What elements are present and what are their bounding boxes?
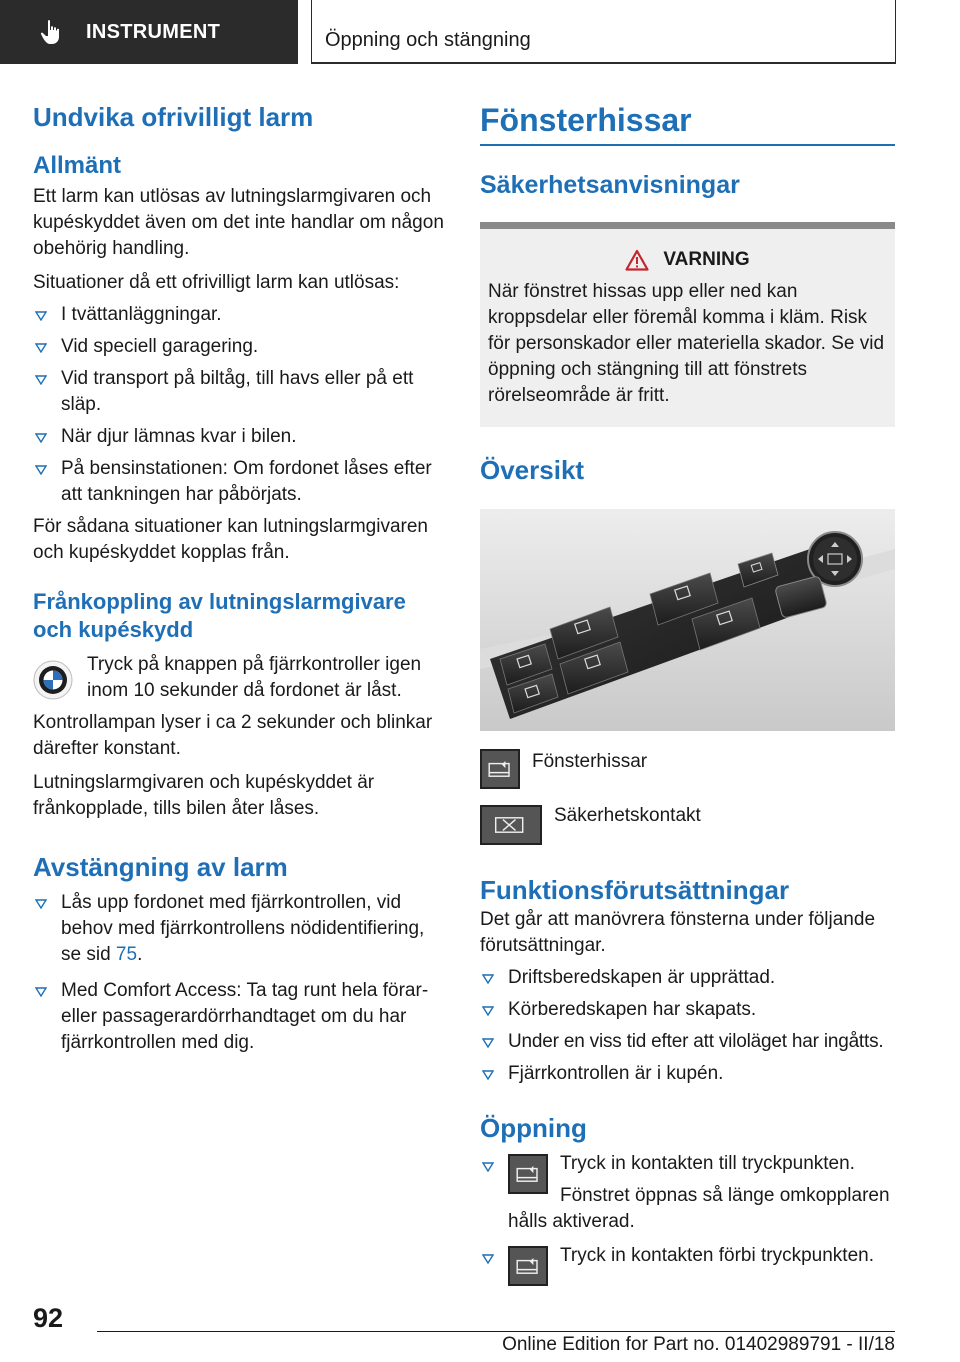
warning-title: VARNING — [488, 249, 887, 271]
triangle-bullet-icon — [482, 1162, 494, 1172]
triangle-bullet-icon — [482, 1006, 494, 1016]
triangle-bullet-icon — [482, 974, 494, 984]
paragraph: Kontrollampan lyser i ca 2 sekunder och blinkar därefter konstant. — [33, 712, 433, 759]
paragraph: Lutningslarmgivaren och kupéskyddet är frånkopplade, tills bilen åter låses. — [33, 772, 375, 819]
remote-instruction: Tryck på knappen på fjärrkontroller igen inom 10 sekunder då fordonet är låst. — [33, 652, 448, 704]
legend-safety-switch: Säkerhetskontakt — [480, 805, 895, 845]
list-item: På bensinstationen: Om fordonet låses efter att tankningen har påbörjats. — [33, 456, 448, 508]
chapter-heading: Fönsterhissar — [480, 100, 895, 146]
list-item: När djur lämnas kvar i bilen. — [33, 424, 448, 450]
header-section-tab — [0, 0, 298, 64]
chapter-title: Öppning och stängning — [325, 29, 531, 51]
section-heading: Undvika ofrivilligt larm — [33, 102, 314, 132]
triangle-bullet-icon — [35, 343, 47, 353]
bmw-logo-icon — [33, 660, 73, 700]
subheading-disconnect: Frånkoppling av lutningslarmgivare och kupéskydd — [33, 589, 406, 642]
opening-step-1: Tryck in kontakten till tryckpunkten. Fönstret öppnas så länge omkopplaren hålls aktiverad. — [480, 1151, 895, 1235]
subheading-prerequisites: Funktionsförutsättningar — [480, 875, 790, 905]
paragraph: Det går att manövrera fönsterna under följande förutsättningar. — [480, 909, 876, 956]
subheading-overview: Översikt — [480, 455, 585, 485]
paragraph: Situationer då ett ofrivilligt larm kan utlösas: — [33, 272, 400, 293]
window-switch-panel-photo — [480, 509, 895, 731]
safety-switch-legend-icon — [480, 805, 542, 845]
page-number: 92 — [33, 1303, 64, 1333]
window-lift-icon — [480, 749, 520, 789]
subheading-safety: Säkerhetsanvisningar — [480, 171, 740, 199]
warning-triangle-icon — [625, 249, 649, 271]
situations-list — [33, 302, 448, 508]
edition-text: Online Edition for Part no. 01402989791 - II/18 — [502, 1334, 895, 1355]
triangle-bullet-icon — [35, 987, 47, 997]
triangle-bullet-icon — [35, 899, 47, 909]
legend-window-lifts: Fönsterhissar — [480, 749, 895, 789]
list-item: Driftsberedskapen är upprättad. — [480, 965, 895, 991]
hand-pointer-icon — [40, 19, 64, 45]
list-item: I tvättanläggningar. — [33, 302, 448, 328]
subheading-opening: Öppning — [480, 1113, 587, 1143]
triangle-bullet-icon — [35, 433, 47, 443]
list-item: Lås upp fordonet med fjärrkontrollen, vid behov med fjärrkontrollens nödidentifiering, se sid 75. — [33, 890, 448, 968]
list-item: Körberedskapen har skapats. — [480, 997, 895, 1023]
paragraph: För sådana situationer kan lutningslarmgivaren och kupéskyddet kopplas från. — [33, 516, 428, 563]
footer-divider — [97, 1331, 895, 1332]
left-column — [33, 100, 448, 1056]
alarm-off-list — [33, 890, 448, 1056]
triangle-bullet-icon — [35, 311, 47, 321]
triangle-bullet-icon — [35, 375, 47, 385]
window-lift-icon — [508, 1246, 548, 1286]
subheading-alarm-off: Avstängning av larm — [33, 852, 288, 882]
subheading-general: Allmänt — [33, 152, 122, 179]
prerequisites-list — [480, 965, 895, 1087]
list-item: Vid transport på biltåg, till havs eller på ett släp. — [33, 366, 448, 418]
list-item: Vid speciell garagering. — [33, 334, 448, 360]
triangle-bullet-icon — [482, 1254, 494, 1264]
triangle-bullet-icon — [482, 1038, 494, 1048]
chapter-tab — [311, 0, 896, 64]
warning-text: När fönstret hissas upp eller ned kan kroppsdelar eller föremål komma i kläm. Risk för personskador eller materiella skador. Se vid öppning och stängning till att fönstrets rörelseområde är fritt. — [488, 281, 885, 406]
opening-step-2: Tryck in kontakten förbi tryckpunkten. — [480, 1243, 895, 1269]
list-item: Med Comfort Access: Ta tag runt hela förar- eller passagerardörrhandtaget om du har fjärrkontrollen med dig. — [33, 978, 448, 1056]
paragraph: Ett larm kan utlösas av lutningslarmgivaren och kupéskyddet även om det inte handlar om någon obehörig handling. — [33, 186, 444, 259]
section-title: INSTRUMENT — [86, 20, 221, 43]
list-item: Under en viss tid efter att viloläget har ingåtts. — [480, 1029, 895, 1055]
page-link[interactable]: 75 — [115, 944, 138, 965]
right-column — [480, 100, 895, 1286]
triangle-bullet-icon — [35, 465, 47, 475]
warning-box — [480, 222, 895, 427]
window-lift-icon — [508, 1154, 548, 1194]
list-item: Fjärrkontrollen är i kupén. — [480, 1061, 895, 1087]
triangle-bullet-icon — [482, 1070, 494, 1080]
